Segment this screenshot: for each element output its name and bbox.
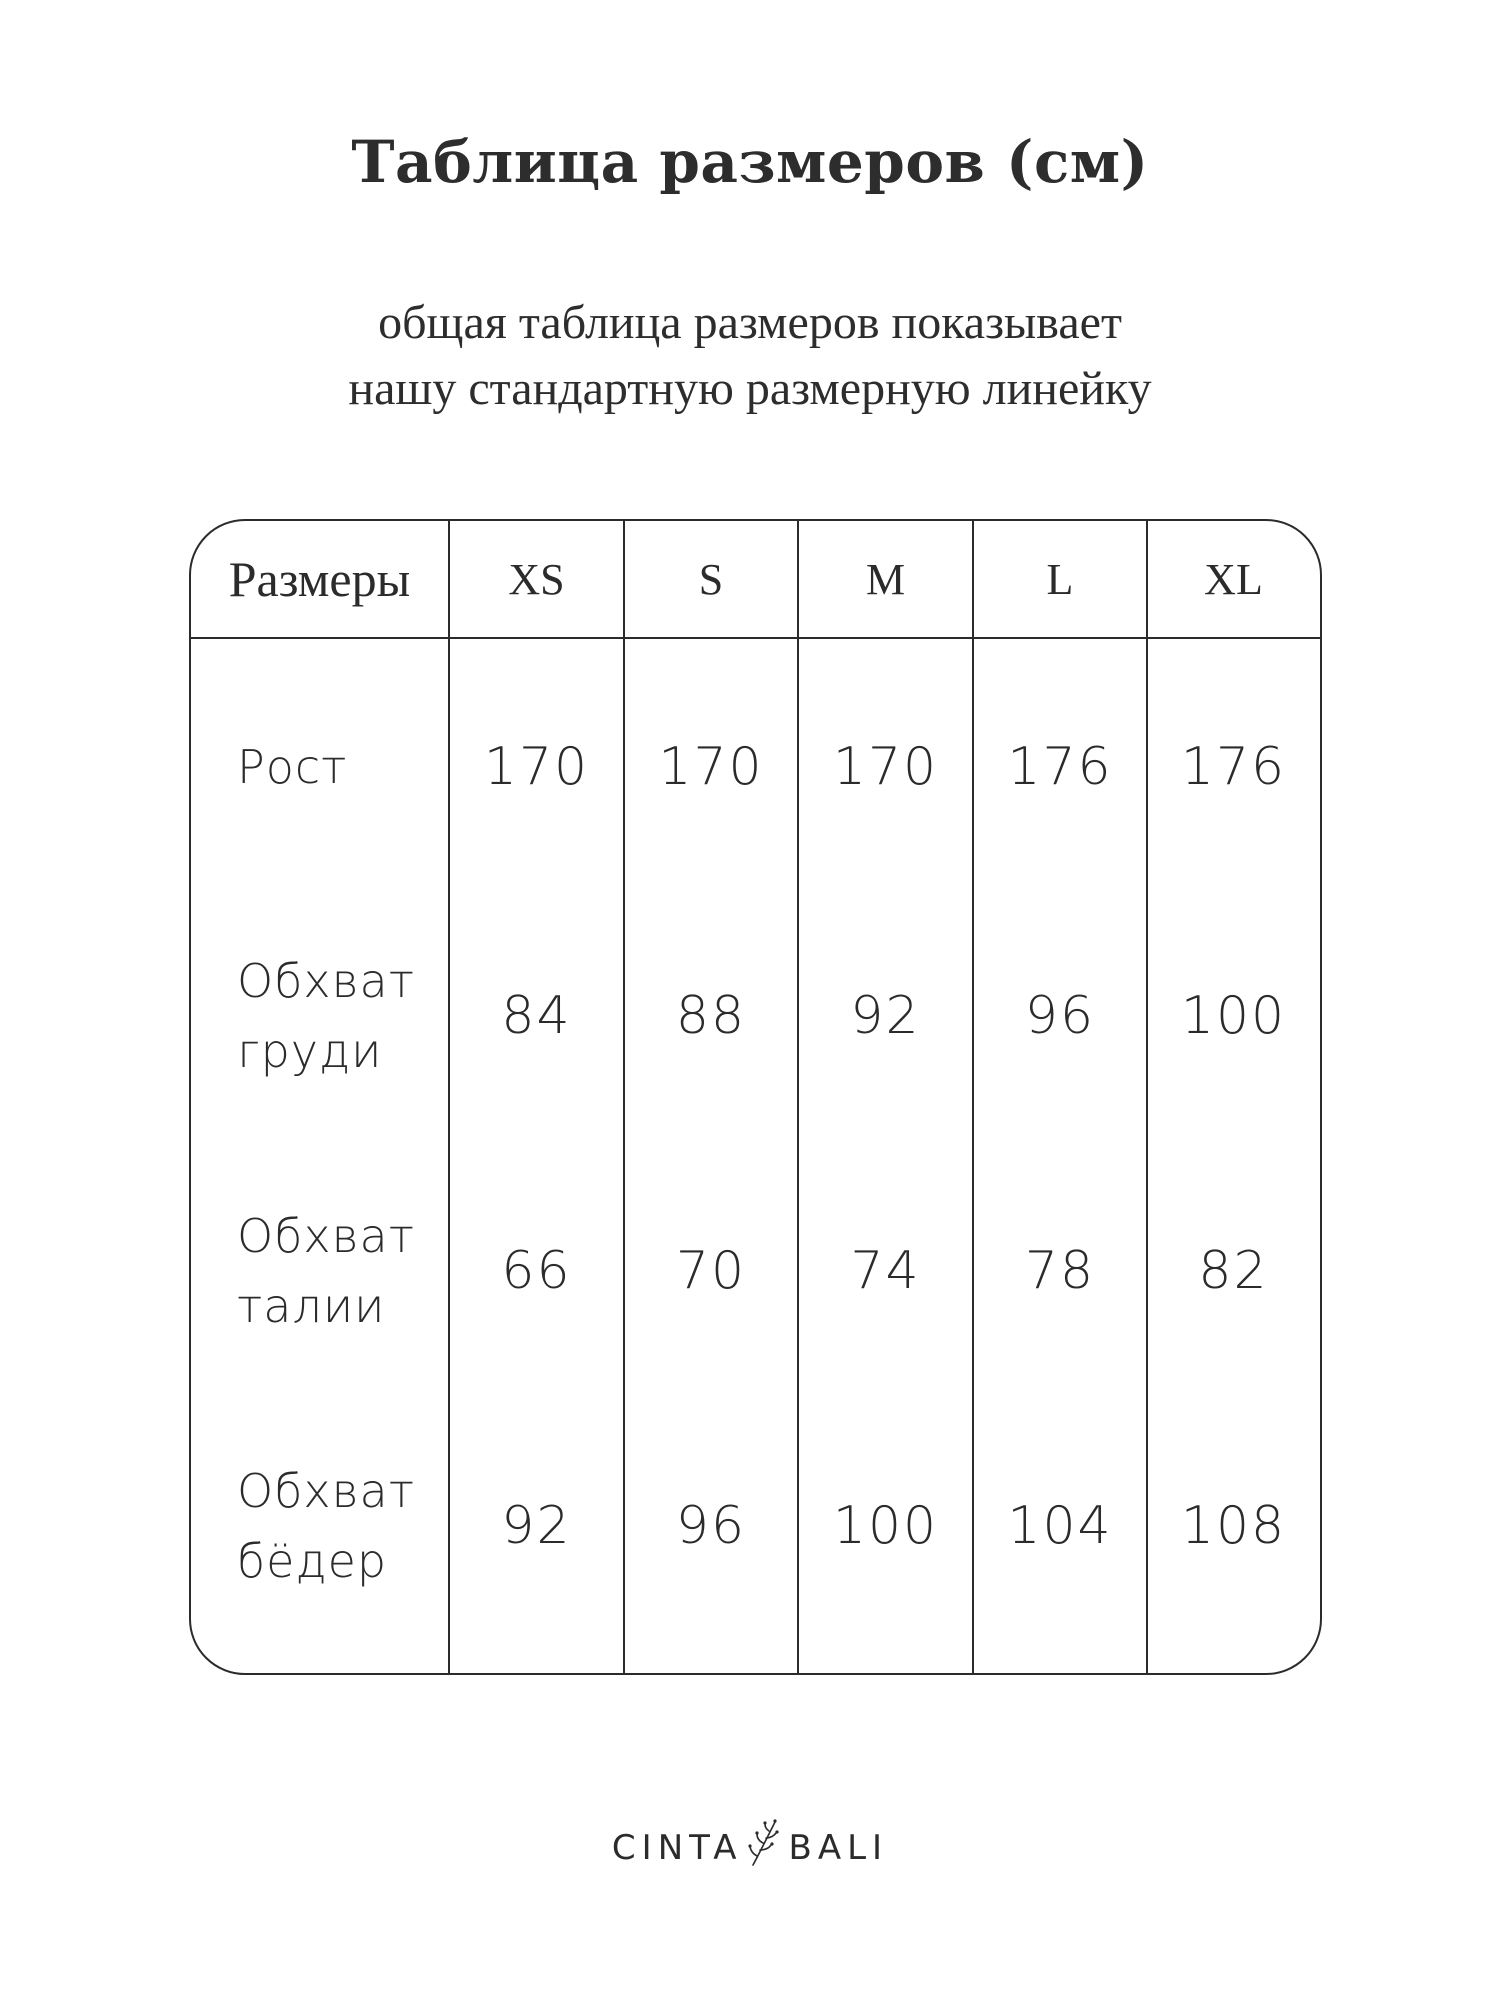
size-header-l: L [1046, 554, 1074, 604]
page-title: Таблица размеров (см) [351, 128, 1149, 196]
value-cell: 84 [501, 986, 572, 1046]
row-label-waist: Обхват талии [237, 1209, 415, 1333]
row-label-height: Рост [237, 740, 348, 794]
brand-logo [0, 1818, 1500, 1877]
corner-label: Размеры [228, 551, 411, 607]
size-header-m: M [865, 554, 906, 604]
row-label-hips: Обхват бёдер [237, 1464, 415, 1588]
value-cell: 100 [1180, 986, 1287, 1046]
brand-name-right: BALI [788, 1827, 889, 1868]
value-cell: 96 [1024, 986, 1096, 1046]
value-cell: 74 [850, 1241, 921, 1301]
value-cell: 170 [658, 737, 764, 797]
value-cell: 78 [1024, 1241, 1096, 1301]
value-cell: 104 [1007, 1496, 1113, 1556]
value-cell: 176 [1007, 737, 1113, 797]
value-cell: 88 [675, 986, 747, 1046]
subtitle-line-2: нашу стандартную размерную линейку [348, 362, 1152, 415]
value-cell: 108 [1180, 1496, 1287, 1556]
value-cell: 100 [832, 1496, 939, 1556]
value-cell: 82 [1198, 1241, 1269, 1301]
size-table [189, 519, 1322, 1675]
header-divider [191, 637, 1320, 639]
value-cell: 92 [501, 1496, 572, 1556]
value-cell: 66 [501, 1241, 572, 1301]
size-header-xl: XL [1204, 554, 1263, 604]
subtitle-line-1: общая таблица размеров показывает [378, 296, 1122, 349]
size-header-s: S [698, 554, 724, 604]
branch-icon [743, 1818, 789, 1877]
value-cell: 170 [483, 737, 590, 797]
value-cell: 170 [832, 737, 939, 797]
value-cell: 176 [1180, 737, 1287, 797]
row-label-chest: Обхват груди [237, 954, 415, 1078]
page-subtitle [0, 290, 1500, 422]
size-header-xs: XS [508, 554, 565, 604]
value-cell: 92 [850, 986, 921, 1046]
brand-name-left: CINTA [611, 1827, 743, 1868]
value-cell: 70 [675, 1241, 747, 1301]
value-cell: 96 [675, 1496, 747, 1556]
